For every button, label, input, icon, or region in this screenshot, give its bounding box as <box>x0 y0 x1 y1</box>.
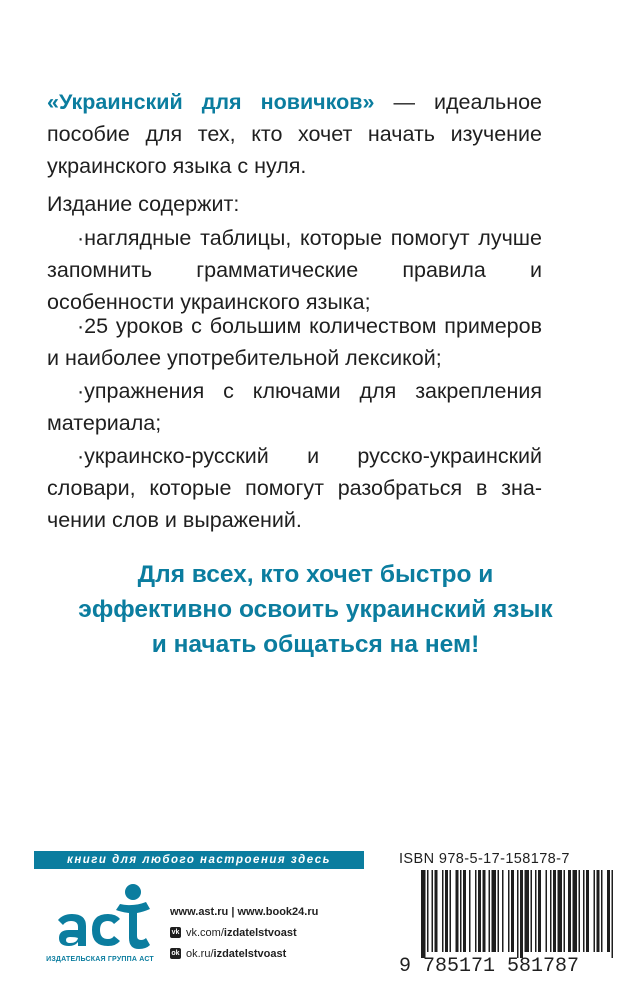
slogan-line: Для всех, кто хочет быстро и <box>137 561 494 588</box>
barcode-bar <box>483 870 486 952</box>
barcode-bar <box>435 870 438 952</box>
contents-item: ·упражнения с ключами для закрепления материала; <box>47 379 542 435</box>
contents-item: ·наглядные таблицы, которые помогут лучше запомнить грамматические правила и особенности украинского языка; <box>47 226 542 314</box>
barcode-bar <box>450 870 452 952</box>
book-title: «Украинский для новичков» <box>47 90 375 114</box>
barcode-bar <box>538 870 541 952</box>
vk-prefix: vk.com/ <box>186 926 224 939</box>
contents-item: ·украинско-русский и русско-украинский словари, которые помогут разобраться в значении слов и выражений. <box>47 444 542 532</box>
barcode-bar <box>601 870 603 952</box>
barcode-icon <box>399 870 617 958</box>
barcode-digits: 9 785171 581787 <box>399 955 580 978</box>
publisher-tagline: книги для любого настроения здесь <box>34 851 364 869</box>
isbn: ISBN 978-5-17-158178-7 <box>399 851 570 867</box>
barcode-bar <box>502 870 504 952</box>
barcode-bar <box>520 870 523 958</box>
intro-text: идеальное пособие для тех, кто хочет начать изучение украинского языка с нуля. <box>47 90 542 178</box>
barcode-bar <box>463 870 466 952</box>
barcode-bar <box>525 870 530 952</box>
ok-icon: ok <box>171 950 180 957</box>
barcode-bar <box>511 870 514 952</box>
barcode-bar <box>586 870 589 952</box>
barcode-bar <box>550 870 552 952</box>
barcode-bar <box>517 870 519 958</box>
logo-caption: ИЗДАТЕЛЬСКАЯ ГРУППА АСТ <box>46 956 154 963</box>
barcode-bar <box>475 870 477 952</box>
ok-handle: izdatelstvoast <box>213 947 287 960</box>
contents-heading: Издание содержит: <box>47 192 240 216</box>
barcode-bar <box>573 870 578 952</box>
barcode-bar <box>498 870 500 952</box>
barcode-bar <box>478 870 481 952</box>
barcode-bar <box>531 870 533 952</box>
barcode-bar <box>612 870 614 958</box>
intro-dash: — <box>393 90 415 114</box>
barcode-bar <box>594 870 596 952</box>
barcode-bar <box>546 870 548 952</box>
barcode-bar <box>579 870 581 952</box>
barcode-bar <box>460 870 462 952</box>
barcode-bar <box>597 870 600 952</box>
barcode-bar <box>558 870 563 952</box>
contents-item: ·25 уроков с большим количеством примеров и наиболее употребительной лексикой; <box>47 314 542 370</box>
vk-handle: izdatelstvoast <box>223 926 297 939</box>
barcode-bar <box>421 870 426 958</box>
barcode-bar <box>553 870 556 952</box>
barcode-bar <box>607 870 610 952</box>
ok-prefix: ok.ru/ <box>186 947 214 960</box>
websites-line <box>170 901 380 922</box>
barcode-bar <box>492 870 497 952</box>
websites-text[interactable]: www.ast.ru | www.book24.ru <box>170 905 319 918</box>
slogan-line: эффективно освоить украинский язык <box>78 596 553 623</box>
slogan <box>40 557 591 662</box>
barcode-bar <box>445 870 448 952</box>
ok-link[interactable] <box>170 943 380 964</box>
barcode-bar <box>583 870 585 952</box>
slogan-line: и начать общаться на нем! <box>151 631 480 658</box>
barcode-bar <box>442 870 444 952</box>
barcode <box>399 870 617 978</box>
barcode-bar <box>564 870 566 952</box>
barcode-bar <box>535 870 537 952</box>
ast-logo-icon <box>36 880 164 956</box>
barcode-bar <box>489 870 491 952</box>
publisher-logo <box>36 880 164 980</box>
barcode-bar <box>508 870 510 952</box>
barcode-bar <box>432 870 434 952</box>
publisher-links <box>170 901 380 964</box>
barcode-bar <box>456 870 459 952</box>
vk-link[interactable] <box>170 922 380 943</box>
vk-icon: vk <box>171 929 180 936</box>
barcode-bar <box>427 870 429 952</box>
intro-paragraph <box>47 86 542 182</box>
barcode-bar <box>469 870 471 952</box>
barcode-bar <box>568 870 571 952</box>
